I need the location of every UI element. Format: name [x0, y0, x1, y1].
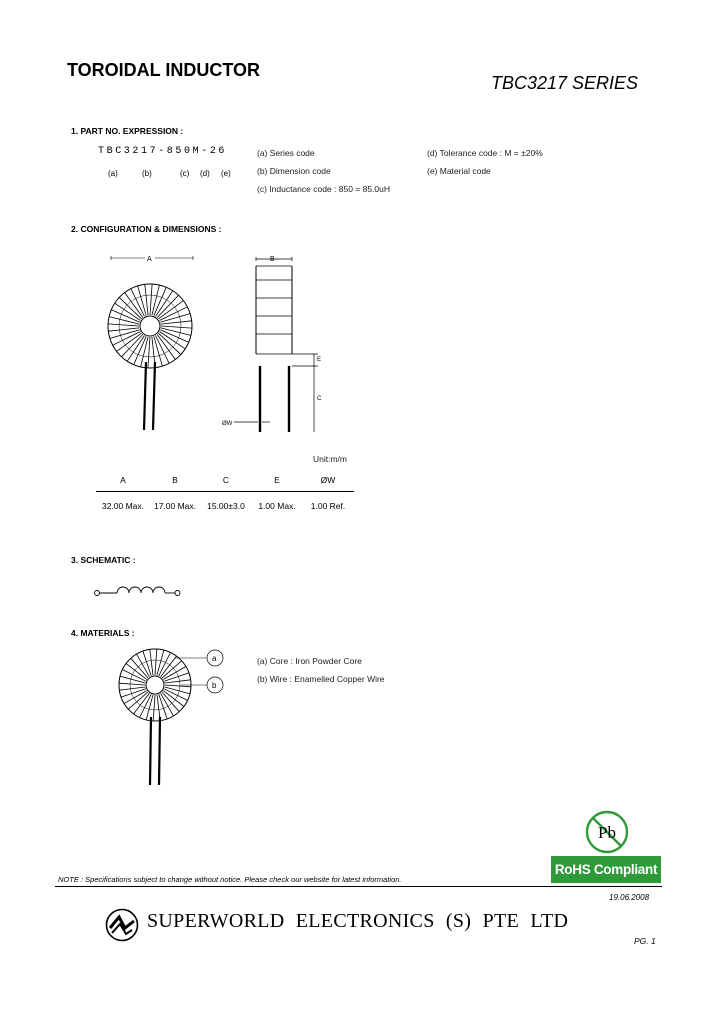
- document-date: 19.06.2008: [609, 893, 650, 902]
- inductor-schematic-symbol: [92, 583, 186, 603]
- company-logo-icon: [105, 908, 139, 942]
- toroid-side-view: [220, 250, 330, 440]
- part-no-heading: 1. PART NO. EXPRESSION :: [71, 126, 184, 136]
- winding-stroke: [165, 680, 191, 683]
- winding-stroke: [119, 683, 145, 685]
- dimension-label-w: ØW: [222, 421, 233, 427]
- document-title: TOROIDAL INDUCTOR: [67, 60, 261, 80]
- winding-stroke: [119, 687, 145, 690]
- winding-stroke: [157, 650, 164, 675]
- desc-series-code: (a) Series code: [257, 148, 315, 158]
- marker-b: (b): [142, 169, 152, 178]
- desc-material-code: (e) Material code: [427, 166, 491, 176]
- dimension-label-c: C: [317, 396, 322, 402]
- callout-a: a: [212, 654, 217, 663]
- winding-stroke: [108, 324, 139, 326]
- winding-stroke: [150, 649, 153, 675]
- desc-dimension-code: (b) Dimension code: [257, 166, 331, 176]
- rohs-compliant-badge: RoHS Compliant: [551, 856, 661, 883]
- pb-free-icon: [585, 810, 629, 854]
- table-header: A: [96, 472, 150, 492]
- table-header: C: [200, 472, 252, 492]
- winding-stroke: [155, 649, 157, 675]
- toroid-materials-view: [115, 645, 235, 795]
- table-cell: 15.00±3.0: [207, 501, 245, 511]
- callout-b: b: [212, 681, 217, 690]
- schematic-heading: 3. SCHEMATIC :: [71, 555, 136, 565]
- configuration-heading: 2. CONFIGURATION & DIMENSIONS :: [71, 224, 222, 234]
- marker-d: (d): [200, 169, 210, 178]
- winding-stroke: [108, 328, 139, 331]
- winding-stroke: [157, 695, 160, 721]
- page-number: PG. 1: [634, 936, 656, 946]
- part-number-code: TBC3217-850M-26: [98, 146, 228, 157]
- winding-stroke: [153, 695, 155, 721]
- winding-stroke: [161, 326, 192, 328]
- marker-a: (a): [108, 169, 118, 178]
- toroid-front-view: [100, 250, 205, 440]
- marker-e: (e): [221, 169, 231, 178]
- winding-stroke: [161, 321, 192, 324]
- marker-c: (c): [180, 169, 190, 178]
- unit-label: Unit:m/m: [313, 454, 347, 464]
- winding-stroke: [150, 284, 152, 315]
- winding-stroke: [120, 676, 145, 683]
- desc-tolerance-code: (d) Tolerance code : M = ±20%: [427, 148, 543, 158]
- table-header: ØW: [302, 472, 354, 492]
- dimension-label-a: A: [147, 256, 152, 263]
- material-core: (a) Core : Iron Powder Core: [257, 656, 362, 666]
- desc-inductance-code: (c) Inductance code : 850 = 85.0uH: [257, 184, 391, 194]
- table-cell: 1.00 Max.: [258, 501, 296, 511]
- dimension-label-b: B: [270, 256, 275, 263]
- table-header-row: [96, 472, 354, 492]
- materials-heading: 4. MATERIALS :: [71, 628, 135, 638]
- winding-stroke: [148, 337, 150, 368]
- table-row: [96, 492, 354, 512]
- dimension-table: [96, 472, 354, 511]
- material-wire: (b) Wire : Enamelled Copper Wire: [257, 674, 385, 684]
- table-cell: 17.00 Max.: [153, 501, 197, 511]
- footer-divider: [55, 886, 662, 887]
- table-header: B: [150, 472, 200, 492]
- dimension-label-e: E: [317, 357, 322, 363]
- table-cell: 32.00 Max.: [101, 501, 145, 511]
- pb-label: Pb: [598, 823, 616, 842]
- series-name: TBC3217 SERIES: [491, 73, 639, 93]
- winding-stroke: [145, 284, 148, 315]
- table-header: E: [252, 472, 302, 492]
- winding-stroke: [146, 695, 153, 720]
- footer-note: NOTE : Specifications subject to change without notice. Please check our website for latest information.: [58, 875, 402, 884]
- winding-stroke: [165, 687, 190, 694]
- table-cell: 1.00 Ref.: [310, 501, 346, 511]
- company-name: SUPERWORLD ELECTRONICS (S) PTE LTD: [147, 910, 569, 932]
